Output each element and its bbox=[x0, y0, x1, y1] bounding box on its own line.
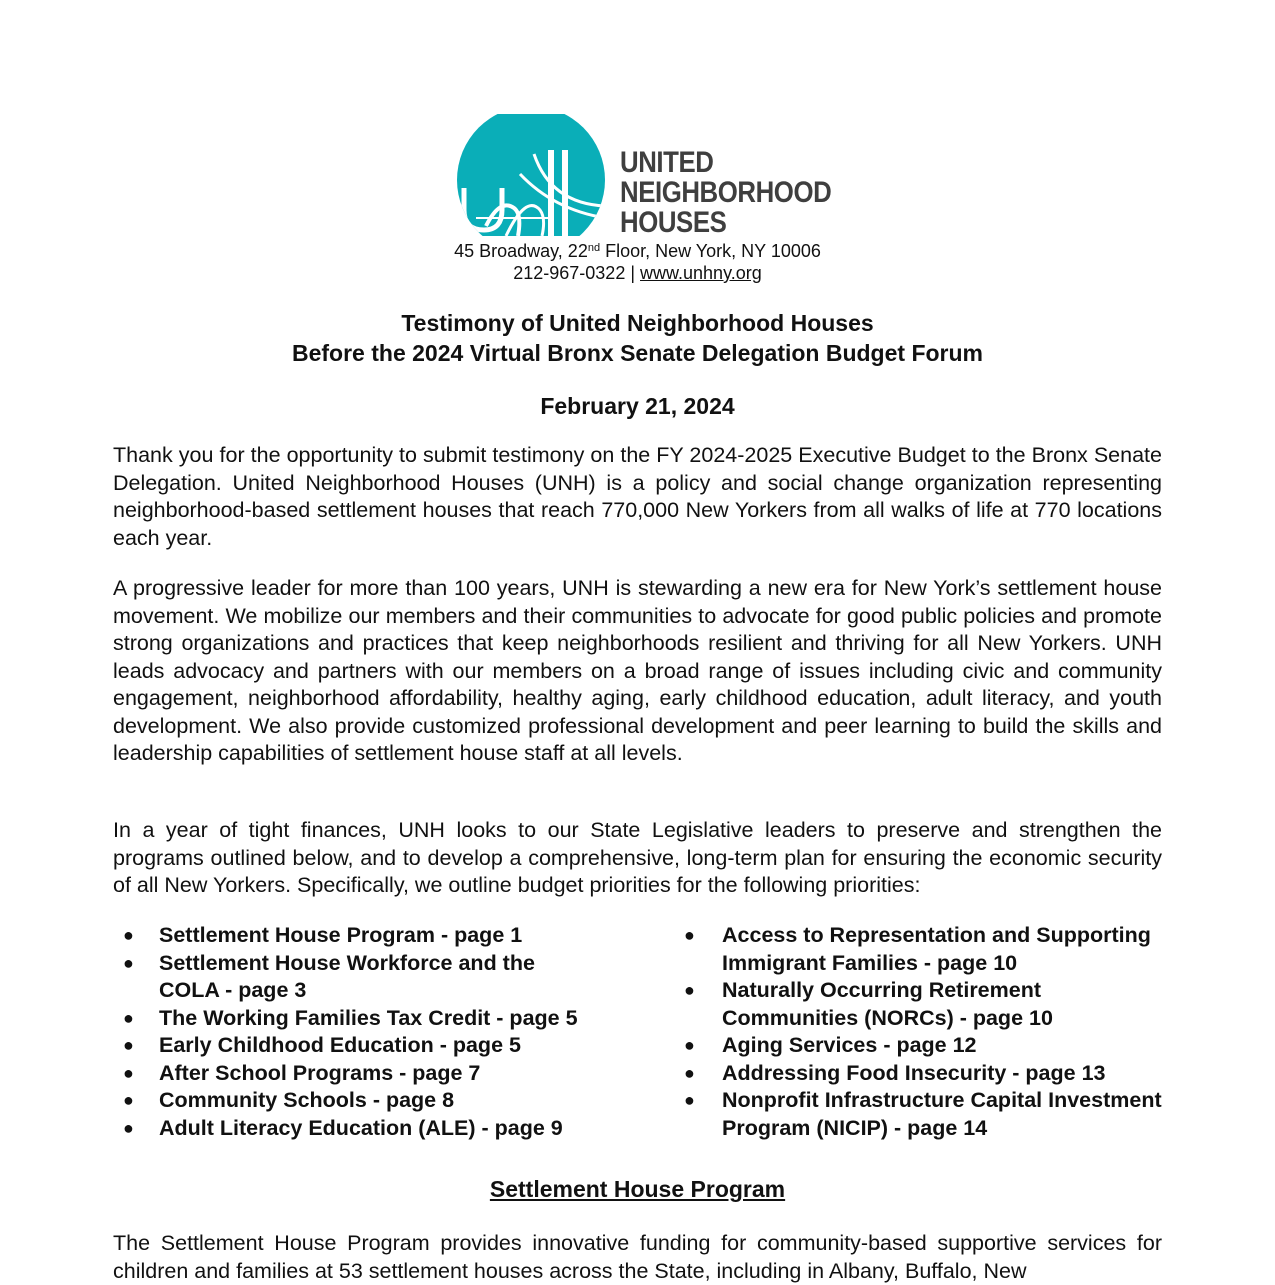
list-item bbox=[676, 1032, 1162, 1060]
logo-line-2: NEIGHBORHOOD bbox=[620, 176, 832, 209]
list-item bbox=[676, 922, 1162, 977]
bullet-icon: ● bbox=[684, 925, 695, 945]
bullet-icon: ● bbox=[123, 1062, 134, 1083]
list-item bbox=[676, 977, 1162, 1032]
bullet-icon: ● bbox=[123, 1090, 134, 1110]
bullet-icon: ● bbox=[684, 1090, 695, 1110]
list-item-text: Community Schools - page 8 bbox=[159, 1088, 455, 1112]
list-item-text: Settlement House Workforce and the COLA - page 3 bbox=[159, 950, 535, 1002]
bullet-icon: ● bbox=[684, 1035, 695, 1055]
list-item-text: Naturally Occurring Retirement Communities (NORCs) - page 10 bbox=[722, 978, 1053, 1030]
document-title: Testimony of United Neighborhood Houses bbox=[401, 310, 874, 336]
bullet-icon: ● bbox=[123, 1035, 134, 1055]
unh-logo-mark-icon bbox=[456, 114, 606, 236]
list-item-text: Aging Services - page 12 bbox=[722, 1033, 977, 1057]
street-address bbox=[0, 240, 1275, 262]
document-subtitle: Before the 2024 Virtual Bronx Senate Delegation Budget Forum bbox=[292, 340, 983, 366]
logo-line-3: HOUSES bbox=[620, 206, 727, 239]
street-prefix: 45 Broadway, 22 bbox=[454, 241, 588, 261]
bullet-icon: ● bbox=[123, 925, 134, 945]
list-item bbox=[113, 1005, 583, 1033]
bullet-icon: ● bbox=[684, 1062, 695, 1083]
bullet-icon: ● bbox=[684, 980, 695, 1000]
list-item bbox=[676, 1087, 1162, 1142]
list-item-text: The Working Families Tax Credit - page 5 bbox=[159, 1005, 578, 1030]
unh-logo bbox=[456, 114, 832, 239]
priorities-list-right bbox=[676, 922, 1162, 1142]
section-body: The Settlement House Program provides innovative funding for community-based supportive services for children and families at 53 settlement houses across the State, including in Albany, Buffalo, New bbox=[113, 1231, 1162, 1283]
list-item bbox=[113, 1032, 583, 1060]
list-item bbox=[113, 1087, 583, 1115]
about-paragraph: A progressive leader for more than 100 years, UNH is stewarding a new era for New York’s settlement house movement. We mobilize our members and their communities to advocate for good public policies and promote strong organizations and practices that keep neighborhoods resilient and thriving for all New Yorkers. UNH leads advocacy and partners with our members on a broad range of issues including civic and community engagement, neighborhood affordability, healthy aging, early childhood education, adult literacy, and youth development. We also provide customized professional development and peer learning to build the skills and leadership capabilities of settlement house staff at all levels. bbox=[113, 576, 1162, 765]
section-heading: Settlement House Program bbox=[489, 1176, 786, 1202]
bullet-icon: ● bbox=[123, 1117, 134, 1138]
intro-paragraph: Thank you for the opportunity to submit testimony on the FY 2024-2025 Executive Budget to the Bronx Senate Delegation. United Neighborhood Houses (UNH) is a policy and social change organization representing neighborhood-based settlement houses that reach 770,000 New Yorkers from all walks of life at 770 locations each year. bbox=[113, 443, 1162, 550]
list-item-text: Nonprofit Infrastructure Capital Investment Program (NICIP) - page 14 bbox=[722, 1088, 1162, 1140]
list-item bbox=[113, 950, 583, 1005]
list-item bbox=[113, 922, 583, 950]
list-item bbox=[676, 1060, 1162, 1088]
logo-line-1: UNITED bbox=[620, 146, 714, 179]
document-date: February 21, 2024 bbox=[540, 393, 735, 419]
list-item-text: Addressing Food Insecurity - page 13 bbox=[722, 1060, 1106, 1085]
street-suffix: Floor, New York, NY 10006 bbox=[600, 241, 821, 261]
list-item-text: Adult Literacy Education (ALE) - page 9 bbox=[159, 1115, 563, 1140]
contact-line bbox=[0, 262, 1275, 284]
bullet-icon: ● bbox=[123, 1007, 134, 1028]
list-item-text: Settlement House Program - page 1 bbox=[159, 923, 523, 947]
priorities-list-left bbox=[113, 922, 583, 1142]
bullet-icon: ● bbox=[123, 952, 134, 973]
street-ordinal: nd bbox=[587, 242, 601, 254]
website-link[interactable]: www.unhny.org bbox=[640, 263, 762, 283]
priorities-paragraph: In a year of tight finances, UNH looks to our State Legislative leaders to preserve and strengthen the programs outlined below, and to develop a comprehensive, long-term plan for ensuring the economic security of all New Yorkers. Specifically, we outline budget priorities for the following priorities: bbox=[113, 818, 1162, 897]
logo-wordmark bbox=[620, 148, 866, 238]
phone-number: 212-967-0322 | bbox=[513, 263, 641, 283]
list-item bbox=[113, 1115, 583, 1143]
list-item-text: Early Childhood Education - page 5 bbox=[159, 1033, 521, 1057]
list-item-text: Access to Representation and Supporting Immigrant Families - page 10 bbox=[722, 923, 1151, 975]
list-item-text: After School Programs - page 7 bbox=[159, 1060, 481, 1085]
list-item bbox=[113, 1060, 583, 1088]
